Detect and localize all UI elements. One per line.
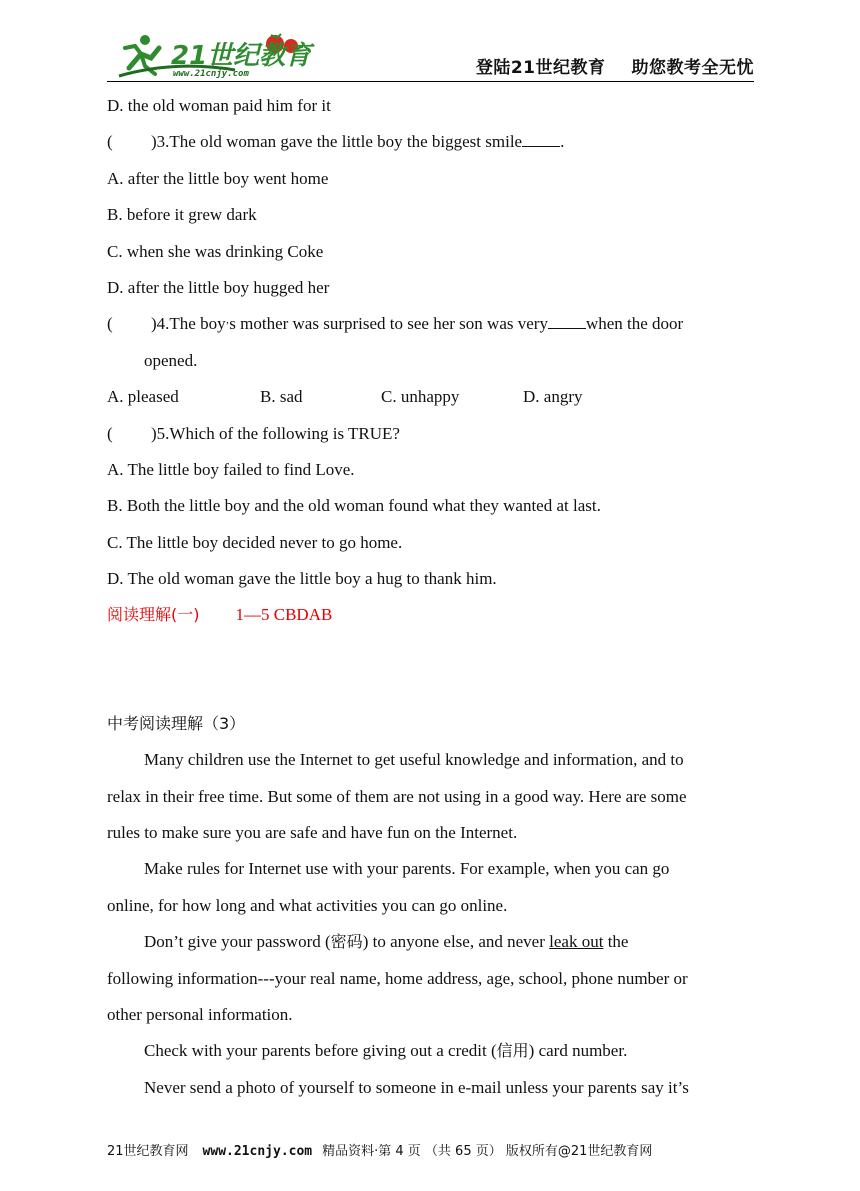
question-3 bbox=[107, 128, 757, 164]
option-q5-d: D. The old woman gave the little boy a hug to thank him. bbox=[107, 569, 497, 589]
question-4-text-3: when the door bbox=[585, 314, 684, 334]
header-slogan bbox=[450, 53, 754, 78]
logo-url: www.21cnjy.com bbox=[173, 69, 249, 79]
option-q4-d: D. angry bbox=[523, 387, 583, 407]
question-3-end: . bbox=[560, 132, 565, 152]
question-4 bbox=[107, 310, 757, 346]
answer-paren: ( bbox=[107, 314, 113, 334]
answer-paren: ( bbox=[107, 423, 113, 443]
option-q4-c: C. unhappy bbox=[381, 387, 460, 407]
question-5-text: )5.Which of the following is TRUE? bbox=[151, 423, 400, 443]
question-4-text: )4.The boy bbox=[151, 314, 226, 334]
page-header bbox=[107, 30, 754, 82]
footer-info: 精品资料·第 4 页 （共 65 页） 版权所有@21世纪教育网 bbox=[322, 1144, 653, 1159]
paragraph-1-line-1: Many children use the Internet to get useful knowledge and information, and to bbox=[144, 750, 684, 770]
paragraph-3-line-3: other personal information. bbox=[107, 1004, 293, 1024]
text-span: ) card number. bbox=[528, 1041, 628, 1061]
text-span: Don’t give your password ( bbox=[144, 932, 331, 952]
answer-key bbox=[107, 601, 757, 637]
answer-key-value: 1—5 CBDAB bbox=[235, 605, 333, 625]
option-q2-d: D. the old woman paid him for it bbox=[107, 96, 331, 115]
chinese-gloss: 信用 bbox=[496, 1041, 529, 1061]
question-4-options bbox=[107, 383, 757, 419]
text-span: the bbox=[603, 932, 629, 952]
option-q4-b: B. sad bbox=[260, 387, 303, 407]
paragraph-3-line-1 bbox=[107, 928, 757, 964]
option-q4-a: A. pleased bbox=[107, 387, 179, 407]
underlined-phrase: leak out bbox=[549, 932, 604, 952]
logo bbox=[115, 30, 315, 80]
slogan-login: 登陆21世纪教育 bbox=[475, 58, 606, 78]
paragraph-4 bbox=[107, 1037, 757, 1073]
option-q3-b: B. before it grew dark bbox=[107, 205, 257, 225]
text-span: ) to anyone else, and never bbox=[362, 932, 550, 952]
paragraph-5-line-1: Never send a photo of yourself to someone in e-mail unless your parents say it’s bbox=[144, 1077, 689, 1097]
question-4-apostrophe: ’ bbox=[225, 320, 230, 333]
question-4-text-2: s mother was surprised to see her son was very bbox=[229, 314, 548, 334]
text-span: Check with your parents before giving out a credit ( bbox=[144, 1041, 497, 1061]
header-divider bbox=[107, 81, 754, 82]
paragraph-3-line-2: following information---your real name, home address, age, school, phone number or bbox=[107, 968, 688, 988]
answer-key-label: 阅读理解(一) bbox=[107, 605, 200, 625]
option-q3-c: C. when she was drinking Coke bbox=[107, 241, 324, 261]
question-3-text: )3.The old woman gave the little boy the biggest smile bbox=[151, 132, 523, 152]
paragraph-2-line-1: Make rules for Internet use with your parents. For example, when you can go bbox=[144, 859, 670, 879]
answer-paren: ( bbox=[107, 132, 113, 152]
question-5 bbox=[107, 420, 757, 456]
logo-text: 21世纪教育 bbox=[171, 41, 312, 71]
paragraph-1-line-2: relax in their free time. But some of them are not using in a good way. Here are some bbox=[107, 786, 687, 806]
option-q3-d: D. after the little boy hugged her bbox=[107, 277, 330, 297]
question-4-continued: opened. bbox=[144, 350, 198, 370]
option-q5-a: A. The little boy failed to find Love. bbox=[107, 459, 355, 479]
paragraph-2-line-2: online, for how long and what activities you can go online. bbox=[107, 895, 508, 915]
option-q5-c: C. The little boy decided never to go home. bbox=[107, 532, 403, 552]
answer-blank bbox=[548, 314, 586, 329]
option-q5-b: B. Both the little boy and the old woman found what they wanted at last. bbox=[107, 496, 601, 516]
chinese-gloss: 密码 bbox=[330, 932, 363, 952]
slogan-help: 助您教考全无忧 bbox=[631, 58, 754, 78]
answer-blank bbox=[522, 132, 560, 147]
option-q3-a: A. after the little boy went home bbox=[107, 168, 329, 188]
passage-title: 中考阅读理解（3） bbox=[107, 713, 246, 733]
page-footer bbox=[107, 1140, 652, 1159]
document-body bbox=[107, 92, 757, 1110]
footer-site: 21世纪教育网 bbox=[107, 1144, 189, 1159]
footer-url: www.21cnjy.com bbox=[202, 1144, 313, 1159]
paragraph-1-line-3: rules to make sure you are safe and have fun on the Internet. bbox=[107, 823, 518, 843]
